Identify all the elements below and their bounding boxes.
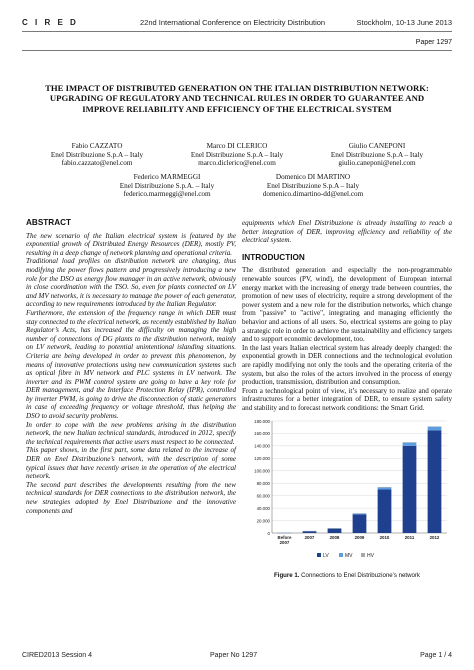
abstract-paragraph: Furthermore, the extension of the frequency range in which DER must stay connected to the electrical network, as recently established by Italian Regulator’s Acts, has increased the difficulty on managing the high number of connections of DG plants to the distribution network, mainly on LV network, leading to potential unintentional islanding situations. Criteria are being developed in order to prevent this phenomenon, by means of innovative protections using new communication systems such as optical fibre in MV network and PLC systems in LV network. The inverter and its PWM control system are going to have a key role for DER management, and the Interface Protection Relay (IPR), controlled by inverter PWM, is going to drive the disconnection of static generators in case of exceeding frequency or voltage threshold, thus helping the DSO to avoid security problems. bbox=[26, 308, 236, 421]
abstract-paragraph: This paper shows, in the first part, some data related to the increase of DER on Enel Distribuzione’s network, with the description of some typical issues that have recently arisen in the operation of the electrical network. bbox=[26, 446, 236, 481]
bar-lv bbox=[353, 514, 367, 533]
paper-number: Paper 1297 bbox=[415, 39, 452, 46]
left-column bbox=[26, 219, 236, 515]
figure-caption-label: Figure 1. bbox=[274, 571, 300, 579]
author-email: domenico.dimartino-dd@enel.com bbox=[262, 190, 364, 199]
abstract-paragraph: In order to cope with the new problems arising in the distribution network, the new Italian technical standards, introduced in 2012, specify the technical requirements that active users must respect to be connected. bbox=[26, 420, 236, 446]
bar-lv bbox=[303, 531, 317, 533]
author-1 bbox=[22, 142, 172, 168]
author-affiliation: Enel Distribuzione S.p.A – Italy bbox=[190, 150, 284, 159]
legend-label: MV bbox=[345, 552, 353, 559]
y-tick-label: 40.000 bbox=[256, 505, 270, 511]
y-tick-label: 0 bbox=[267, 530, 270, 536]
abstract-paragraph: Traditional load profiles on distribution network are changing, thus modifying the power flows pattern and progressively introducing a new role for the DSO as energy flow manager in an active network, obviously in close coordination with the TSO. So, even for plants connected on LV and MV networks, it is necessary to manage the power of each generator, according to new requirements introduced by the Italian Regulator. bbox=[26, 257, 236, 309]
paper-title: THE IMPACT OF DISTRIBUTED GENERATION ON THE ITALIAN DISTRIBUTION NETWORK: UPGRADING OF REGULATORY AND TECHNICAL RULES IN ORDER TO GUARANTEE AND IMPROVE RELIABILITY AND EFFICIENCY OF THE ELECTRICAL SYSTEM bbox=[45, 83, 429, 114]
header-rule-2 bbox=[22, 50, 452, 51]
footer-session: CIRED2013 Session 4 bbox=[22, 652, 93, 659]
abstract-paragraph: The new scenario of the Italian electrical system is featured by the exponential growth of Distributed Energy Resources (DER), mostly PV, resulting in a deep change of network planning and operational criteria. bbox=[26, 231, 236, 257]
author-affiliation: Enel Distribuzione S.p.A. – Italy bbox=[119, 181, 215, 190]
introduction-heading: INTRODUCTION bbox=[242, 252, 305, 262]
cired-logo: C I R E D bbox=[22, 18, 79, 27]
x-tick-label: 2010 bbox=[379, 534, 390, 540]
author-4 bbox=[92, 173, 242, 199]
bar-lv bbox=[428, 430, 442, 533]
figure-caption bbox=[242, 572, 452, 581]
y-tick-label: 180.000 bbox=[254, 418, 270, 424]
y-tick-label: 100.000 bbox=[254, 468, 270, 474]
conference-name: 22nd International Conference on Electricity Distribution bbox=[140, 18, 326, 27]
author-affiliation: Enel Distribuzione S.p.A – Italy bbox=[50, 150, 144, 159]
abstract-paragraph: The second part describes the developments resulting from the new technical standards for DER connections to the distribution network, the new strategies adopted by Enel Distribuzione and the innovative components and bbox=[26, 480, 236, 515]
bar-lv bbox=[403, 445, 417, 532]
bar-mv bbox=[378, 487, 392, 489]
legend-swatch bbox=[339, 553, 343, 557]
y-tick-label: 160.000 bbox=[254, 430, 270, 436]
x-tick-label: 2008 bbox=[329, 534, 340, 540]
page-header bbox=[22, 18, 452, 32]
x-tick-label: 2007 bbox=[279, 539, 290, 545]
author-email: marco.diclerico@enel.com bbox=[198, 159, 276, 168]
legend-label: HV bbox=[367, 552, 374, 559]
bar-mv bbox=[403, 442, 417, 445]
author-2 bbox=[162, 142, 312, 168]
author-name: Marco DI CLERICO bbox=[206, 142, 268, 150]
y-tick-label: 20.000 bbox=[256, 517, 270, 523]
intro-paragraph: From a technological point of view, it’s necessary to realize and operate infrastructures for a better integration of DER, to ensure system safety and stability and to forecast network conditions: the Smart Grid. bbox=[242, 386, 452, 412]
connections-chart bbox=[242, 415, 452, 571]
author-email: giulio.caneponi@enel.com bbox=[338, 159, 416, 168]
intro-paragraph: In the last years Italian electrical system has already deeply changed: the exponential growth in DER connections and the technological evolution are rapidly modifying not only the tools and the operating criteria of the system, but also the roles of the actors involved in the process of energy production, transmission, distribution and consumption. bbox=[242, 343, 452, 387]
author-name: Giulio CANEPONI bbox=[348, 142, 406, 150]
intro-paragraph: The distributed generation and especially the non-programmable renewable sources (PV, wind), the development of European internal energy market with the increasing of energy trade between countries, the promotion of new uses of electricity, require a strong development of the power system and a new role for the distribution networks, which change from "passive" to "active", integrating and managing efficiently the behavior and actions of all users. So, electrical systems are going to play a strategic role in order to achieve the sustainability and efficiency targets and to support economic development, too. bbox=[242, 266, 452, 344]
x-tick-label: 2012 bbox=[429, 534, 440, 540]
x-tick-label: 2007 bbox=[304, 534, 315, 540]
author-affiliation: Enel Distribuzione S.p.A – Italy bbox=[266, 181, 360, 190]
y-tick-label: 80.000 bbox=[256, 480, 270, 486]
x-tick-label: Before bbox=[277, 534, 292, 540]
footer-paper-number: Paper No 1297 bbox=[210, 652, 258, 659]
y-tick-label: 140.000 bbox=[254, 443, 270, 449]
right-column bbox=[242, 212, 452, 580]
legend-swatch bbox=[361, 553, 365, 557]
legend-label: LV bbox=[323, 552, 329, 559]
bar-mv bbox=[428, 426, 442, 430]
abstract-body bbox=[26, 232, 236, 516]
author-name: Domenico DI MARTINO bbox=[275, 173, 351, 181]
header-rule bbox=[22, 31, 452, 32]
conference-place-date: Stockholm, 10-13 June 2013 bbox=[356, 18, 452, 27]
footer-page: Page 1 / 4 bbox=[420, 652, 452, 659]
author-5 bbox=[238, 173, 388, 199]
introduction-body bbox=[242, 266, 452, 412]
x-tick-label: 2011 bbox=[404, 534, 415, 540]
abstract-heading: ABSTRACT bbox=[26, 218, 72, 227]
author-3 bbox=[302, 142, 452, 168]
bar-lv bbox=[378, 489, 392, 533]
author-affiliation: Enel Distribuzione S.p.A – Italy bbox=[330, 150, 424, 159]
author-email: federico.marmeggi@enel.com bbox=[123, 190, 211, 199]
y-tick-label: 60.000 bbox=[256, 493, 270, 499]
abstract-continuation: equipments which Enel Distribuzione is already installing to reach a better integration of DER, improving efficiency and reliability of the electrical system. bbox=[242, 219, 452, 245]
x-tick-label: 2009 bbox=[354, 534, 365, 540]
author-name: Federico MARMEGGI bbox=[133, 173, 201, 181]
legend-swatch bbox=[317, 553, 321, 557]
author-name: Fabio CAZZATO bbox=[71, 142, 123, 150]
connections-chart-svg bbox=[242, 415, 452, 563]
author-email: fabio.cazzato@enel.com bbox=[61, 159, 133, 168]
figure-caption-text: Connections to Enel Distribuzione’s network bbox=[301, 571, 420, 579]
bar-lv bbox=[328, 528, 342, 532]
y-tick-label: 120.000 bbox=[254, 455, 270, 461]
